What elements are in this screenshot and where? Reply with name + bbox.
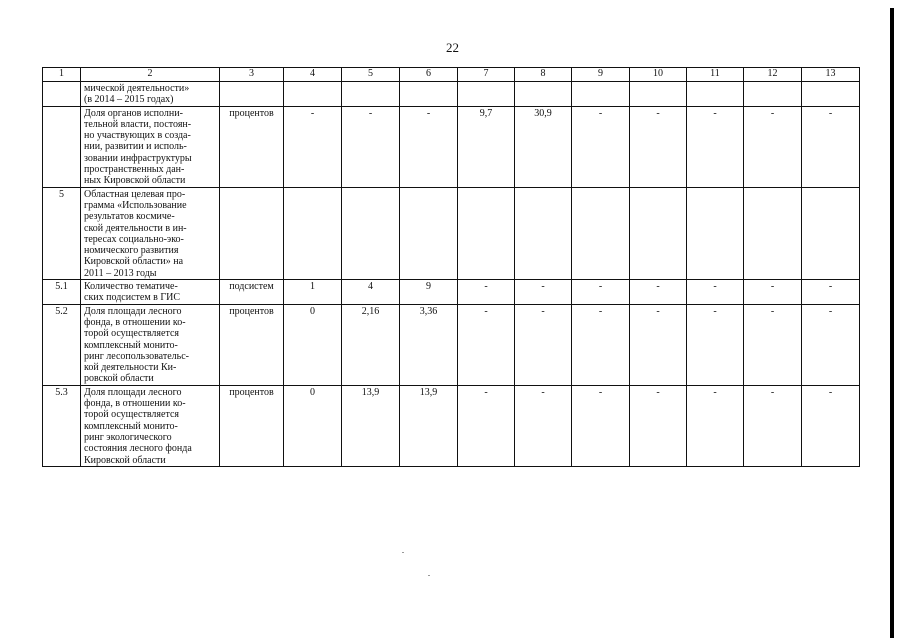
column-header: 6 xyxy=(400,68,458,82)
value-cell: 2,16 xyxy=(342,304,400,385)
value-cell: - xyxy=(630,304,687,385)
scan-edge-line xyxy=(890,8,894,638)
value-cell: - xyxy=(744,385,802,466)
table-row xyxy=(43,385,860,466)
unit-cell: процентов xyxy=(220,385,284,466)
page-number: 22 xyxy=(446,40,459,55)
value-cell: - xyxy=(572,304,630,385)
value-cell: 13,9 xyxy=(400,385,458,466)
indicator-description: мической деятельности» (в 2014 – 2015 годах) xyxy=(81,82,220,107)
column-header: 2 xyxy=(81,68,220,82)
value-cell: - xyxy=(630,280,687,305)
value-cell: - xyxy=(458,280,515,305)
value-cell xyxy=(744,82,802,107)
value-cell xyxy=(342,187,400,279)
value-cell xyxy=(284,82,342,107)
row-number: 5.3 xyxy=(43,385,81,466)
indicator-description: Количество тематиче- ских подсистем в ГИС xyxy=(81,280,220,305)
value-cell: - xyxy=(572,106,630,187)
value-cell: - xyxy=(802,106,860,187)
unit-cell xyxy=(220,187,284,279)
value-cell xyxy=(572,187,630,279)
value-cell: 13,9 xyxy=(342,385,400,466)
table-row xyxy=(43,106,860,187)
value-cell xyxy=(458,187,515,279)
column-header: 13 xyxy=(802,68,860,82)
column-header: 9 xyxy=(572,68,630,82)
value-cell xyxy=(342,82,400,107)
value-cell xyxy=(687,187,744,279)
value-cell xyxy=(630,82,687,107)
value-cell xyxy=(400,187,458,279)
value-cell: - xyxy=(687,280,744,305)
row-number xyxy=(43,82,81,107)
value-cell: - xyxy=(630,106,687,187)
value-cell: 3,36 xyxy=(400,304,458,385)
indicator-description: Доля площади лесного фонда, в отношении ко- торой осуществляется комплексный монито- ринг лесопользовательс- кой деятельности Ки- ровской области xyxy=(81,304,220,385)
value-cell xyxy=(284,187,342,279)
indicator-description: Доля органов исполни- тельной власти, постоян- но участвующих в созда- нии, развитии и исполь- зовании инфраструктуры пространственных дан- ных Кировской области xyxy=(81,106,220,187)
unit-cell: процентов xyxy=(220,106,284,187)
value-cell: 1 xyxy=(284,280,342,305)
value-cell: - xyxy=(744,280,802,305)
column-header: 7 xyxy=(458,68,515,82)
table-row xyxy=(43,187,860,279)
column-header: 3 xyxy=(220,68,284,82)
scan-speck xyxy=(402,552,404,553)
column-header: 5 xyxy=(342,68,400,82)
table-row xyxy=(43,304,860,385)
value-cell xyxy=(515,187,572,279)
row-number: 5.1 xyxy=(43,280,81,305)
value-cell: - xyxy=(515,385,572,466)
value-cell xyxy=(687,82,744,107)
indicator-description: Доля площади лесного фонда, в отношении ко- торой осуществляется комплексный монито- ринг экологического состояния лесного фонда Кировской области xyxy=(81,385,220,466)
unit-cell: процентов xyxy=(220,304,284,385)
value-cell: 0 xyxy=(284,385,342,466)
value-cell: - xyxy=(687,385,744,466)
column-header: 8 xyxy=(515,68,572,82)
value-cell: 30,9 xyxy=(515,106,572,187)
value-cell: - xyxy=(802,304,860,385)
value-cell: 9 xyxy=(400,280,458,305)
value-cell xyxy=(744,187,802,279)
value-cell xyxy=(400,82,458,107)
value-cell: - xyxy=(802,280,860,305)
row-number: 5.2 xyxy=(43,304,81,385)
unit-cell: подсистем xyxy=(220,280,284,305)
value-cell xyxy=(515,82,572,107)
value-cell: - xyxy=(284,106,342,187)
value-cell xyxy=(630,187,687,279)
scan-speck xyxy=(428,575,430,576)
value-cell: - xyxy=(515,304,572,385)
value-cell xyxy=(572,82,630,107)
table-header-row xyxy=(43,68,860,82)
value-cell xyxy=(802,82,860,107)
indicators-table xyxy=(42,67,860,467)
table-row xyxy=(43,280,860,305)
value-cell: - xyxy=(458,385,515,466)
row-number xyxy=(43,106,81,187)
value-cell: - xyxy=(630,385,687,466)
value-cell: - xyxy=(744,304,802,385)
value-cell: - xyxy=(572,280,630,305)
value-cell xyxy=(802,187,860,279)
column-header: 4 xyxy=(284,68,342,82)
column-header: 11 xyxy=(687,68,744,82)
row-number: 5 xyxy=(43,187,81,279)
value-cell: - xyxy=(802,385,860,466)
value-cell: 4 xyxy=(342,280,400,305)
value-cell: - xyxy=(687,106,744,187)
column-header: 10 xyxy=(630,68,687,82)
value-cell: - xyxy=(342,106,400,187)
value-cell xyxy=(458,82,515,107)
value-cell: - xyxy=(458,304,515,385)
column-header: 12 xyxy=(744,68,802,82)
value-cell: - xyxy=(515,280,572,305)
value-cell: - xyxy=(744,106,802,187)
table-row xyxy=(43,82,860,107)
unit-cell xyxy=(220,82,284,107)
value-cell: 0 xyxy=(284,304,342,385)
value-cell: - xyxy=(687,304,744,385)
value-cell: - xyxy=(572,385,630,466)
value-cell: - xyxy=(400,106,458,187)
column-header: 1 xyxy=(43,68,81,82)
value-cell: 9,7 xyxy=(458,106,515,187)
indicator-description: Областная целевая про- грамма «Использование результатов космиче- ской деятельности в ин- тересах социально-эко- номического развития Кировской области» на 2011 – 2013 годы xyxy=(81,187,220,279)
